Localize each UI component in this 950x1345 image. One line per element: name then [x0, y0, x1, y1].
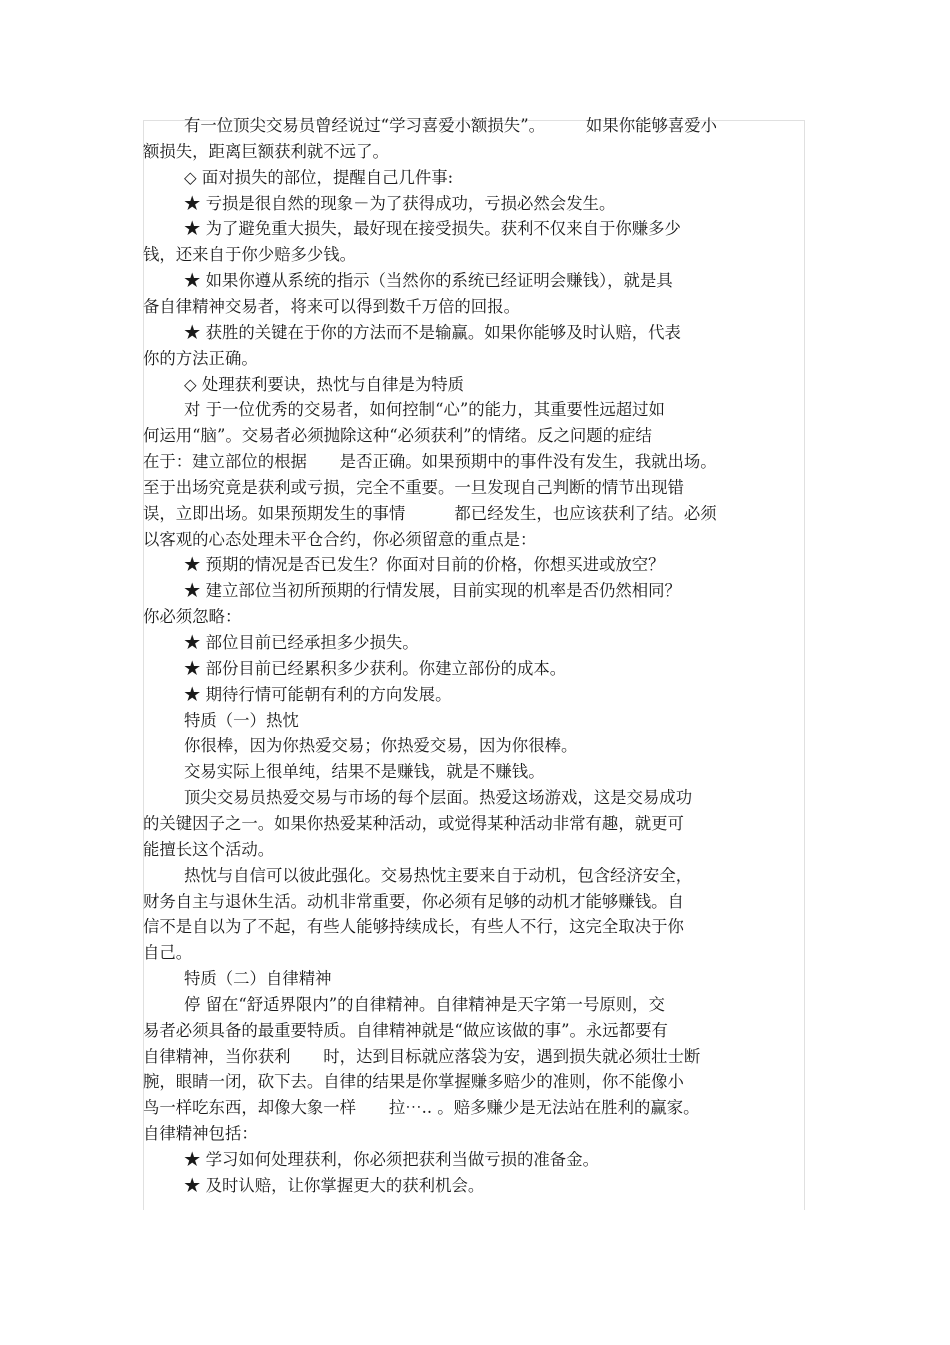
- text-line: ★ 建立部位当初所预期的行情发展，目前实现的机率是否仍然相同？: [184, 581, 681, 601]
- text-line: 对 于一位优秀的交易者，如何控制“心”的能力，其重要性远超过如: [184, 400, 665, 420]
- text-line: 自己。: [143, 943, 193, 963]
- text-line: 你必须忽略：: [143, 607, 242, 627]
- text-line: 备自律精神交易者，将来可以得到数千万倍的回报。: [143, 296, 520, 316]
- text-line: ◇ 面对损失的部位，提醒自己几件事:: [184, 167, 454, 187]
- text-line: 你很棒，因为你热爱交易；你热爱交易，因为你很棒。: [184, 736, 578, 756]
- text-line: 易者必须具备的最重要特质。自律精神就是“做应该做的事”。永远都要有: [143, 1020, 668, 1040]
- text-line: ★ 学习如何处理获利，你必须把获利当做亏损的准备金。: [184, 1150, 599, 1169]
- text-line: 的关键因子之一。如果你热爱某种活动，或觉得某种活动非常有趣，就更可: [143, 813, 684, 833]
- text-line: 以客观的心态处理未平仓合约，你必须留意的重点是：: [143, 529, 537, 549]
- text-line: ★ 部份目前已经累积多少获利。你建立部份的成本。: [184, 658, 567, 678]
- text-line: 你的方法正确。: [143, 348, 258, 368]
- text-line: 自律精神包括：: [143, 1124, 258, 1144]
- text-line: 热忱与自信可以彼此强化。交易热忱主要来自于动机，包含经济安全，: [184, 865, 693, 885]
- text-line: 财务自主与退休生活。动机非常重要，你必须有足够的动机才能够赚钱。自: [143, 891, 684, 911]
- text-line: 停 留在“舒适界限内”的自律精神。自律精神是天字第一号原则，交: [184, 994, 665, 1014]
- text-line: 腕，眼睛一闭，砍下去。自律的结果是你掌握赚多赔少的准则，你不能像小: [143, 1072, 684, 1092]
- text-line: 顶尖交易员热爱交易与市场的每个层面。热爱这场游戏，这是交易成功: [184, 788, 693, 808]
- text-line: 何运用“脑”。交易者必须抛除这种“必须获利”的情绪。反之问题的症结: [143, 426, 652, 446]
- text-line: ★ 为了避免重大损失，最好现在接受损失。获利不仅来自于你赚多少: [184, 219, 681, 239]
- text-line: ★ 预期的情况是否已发生？你面对目前的价格，你想买进或放空？: [184, 555, 665, 575]
- text-line: 交易实际上很单纯，结果不是赚钱，就是不赚钱。: [184, 762, 545, 782]
- text-line: 有一位顶尖交易员曾经说过“学习喜爱小额损失”。 如果你能够喜爱小: [184, 116, 718, 135]
- text-line: ★ 获胜的关键在于你的方法而不是输赢。如果你能够及时认赔，代表: [184, 322, 681, 342]
- text-line: 至于出场究竟是获利或亏损，完全不重要。一旦发现自己判断的情节出现错: [143, 477, 684, 497]
- text-line: ★ 亏损是很自然的现象－为了获得成功，亏损必然会发生。: [184, 193, 616, 213]
- text-line: 在于：建立部位的根据 是否正确。如果预期中的事件没有发生，我就出场。: [143, 452, 717, 472]
- text-line: ★ 期待行情可能朝有利的方向发展。: [184, 684, 452, 704]
- text-line: ★ 及时认赔，让你掌握更大的获利机会。: [184, 1175, 485, 1195]
- text-line: 能擅长这个活动。: [143, 839, 275, 859]
- text-line: ★ 如果你遵从系统的指示（当然你的系统已经证明会赚钱），就是具: [184, 271, 673, 291]
- text-line: 误，立即出场。如果预期发生的事情 都已经发生，也应该获利了结。必须: [143, 503, 717, 523]
- text-line: 信不是自以为了不起，有些人能够持续成长，有些人不行，这完全取决于你: [143, 917, 684, 937]
- text-line: 钱，还来自于你少赔多少钱。: [143, 245, 357, 265]
- text-line: ◇ 处理获利要诀，热忱与自律是为特质: [184, 374, 465, 394]
- text-line: 额损失，距离巨额获利就不远了。: [143, 141, 389, 161]
- text-line: 鸟一样吃东西，却像大象一样 拉⋯.. 。赔多赚少是无法站在胜利的赢家。: [143, 1098, 700, 1118]
- text-line: 特质（二）自律精神: [184, 969, 332, 989]
- text-line: 自律精神，当你获利 时，达到目标就应落袋为安，遇到损失就必须壮士断: [143, 1046, 701, 1066]
- text-line: ★ 部位目前已经承担多少损失。: [184, 633, 419, 652]
- text-line: 特质（一）热忱: [184, 710, 299, 730]
